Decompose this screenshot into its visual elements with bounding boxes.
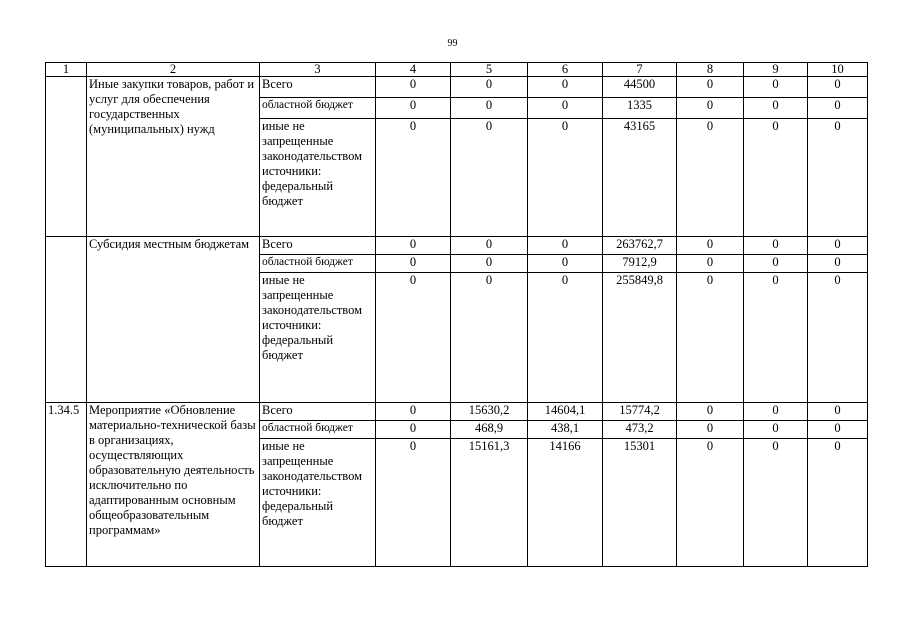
value-cell: 0	[744, 77, 808, 98]
row-code	[46, 77, 87, 237]
value-cell: 0	[744, 255, 808, 273]
column-header: 4	[376, 63, 451, 77]
value-cell: 0	[808, 119, 868, 237]
value-cell: 0	[808, 237, 868, 255]
row-name: Субсидия местным бюджетам	[87, 237, 260, 403]
value-cell: 0	[528, 98, 603, 119]
value-cell: 0	[808, 98, 868, 119]
value-cell: 0	[528, 119, 603, 237]
value-cell: 0	[528, 255, 603, 273]
value-cell: 0	[677, 403, 744, 421]
value-cell: 0	[744, 98, 808, 119]
value-cell: 15301	[603, 439, 677, 567]
value-cell: 0	[451, 119, 528, 237]
value-cell: 14604,1	[528, 403, 603, 421]
value-cell: 15630,2	[451, 403, 528, 421]
value-cell: 0	[376, 119, 451, 237]
value-cell: 0	[677, 237, 744, 255]
value-cell: 255849,8	[603, 273, 677, 403]
value-cell: 0	[376, 439, 451, 567]
funding-source: иные не запрещенные законодательством источники: федеральный бюджет	[260, 119, 376, 237]
value-cell: 0	[808, 77, 868, 98]
value-cell: 0	[677, 98, 744, 119]
value-cell: 0	[528, 273, 603, 403]
value-cell: 0	[451, 255, 528, 273]
value-cell: 438,1	[528, 421, 603, 439]
value-cell: 0	[677, 255, 744, 273]
row-name: Иные закупки товаров, работ и услуг для обеспечения государственных (муниципальных) нужд	[87, 77, 260, 237]
value-cell: 0	[677, 273, 744, 403]
value-cell: 263762,7	[603, 237, 677, 255]
value-cell: 0	[451, 237, 528, 255]
row-code	[46, 237, 87, 403]
value-cell: 0	[451, 77, 528, 98]
table-row	[46, 403, 868, 421]
value-cell: 0	[376, 255, 451, 273]
funding-source: Всего	[260, 77, 376, 98]
value-cell: 14166	[528, 439, 603, 567]
table-row	[46, 237, 868, 255]
column-header: 6	[528, 63, 603, 77]
column-header: 7	[603, 63, 677, 77]
value-cell: 0	[808, 439, 868, 567]
column-header: 2	[87, 63, 260, 77]
value-cell: 0	[677, 119, 744, 237]
column-header: 3	[260, 63, 376, 77]
row-code: 1.34.5	[46, 403, 87, 567]
value-cell: 0	[451, 98, 528, 119]
value-cell: 0	[677, 439, 744, 567]
funding-source: Всего	[260, 237, 376, 255]
row-name: Мероприятие «Обновление материально-технической базы в организациях, осуществляющих образовательную деятельность исключительно по адаптированным основным общеобразовательным программам»	[87, 403, 260, 567]
column-header: 9	[744, 63, 808, 77]
budget-table	[45, 62, 868, 567]
value-cell: 0	[376, 403, 451, 421]
value-cell: 0	[376, 421, 451, 439]
value-cell: 43165	[603, 119, 677, 237]
value-cell: 0	[376, 77, 451, 98]
page-number: 99	[447, 38, 458, 49]
value-cell: 0	[744, 119, 808, 237]
value-cell: 0	[528, 237, 603, 255]
funding-source: Всего	[260, 403, 376, 421]
funding-source: областной бюджет	[260, 421, 376, 439]
value-cell: 7912,9	[603, 255, 677, 273]
value-cell: 0	[808, 421, 868, 439]
value-cell: 0	[744, 439, 808, 567]
value-cell: 15161,3	[451, 439, 528, 567]
value-cell: 44500	[603, 77, 677, 98]
funding-source: областной бюджет	[260, 255, 376, 273]
value-cell: 0	[744, 403, 808, 421]
funding-source: иные не запрещенные законодательством источники: федеральный бюджет	[260, 439, 376, 567]
table-header-row	[46, 63, 868, 77]
value-cell: 15774,2	[603, 403, 677, 421]
value-cell: 0	[677, 77, 744, 98]
value-cell: 0	[376, 237, 451, 255]
column-header: 5	[451, 63, 528, 77]
value-cell: 468,9	[451, 421, 528, 439]
value-cell: 0	[376, 273, 451, 403]
column-header: 8	[677, 63, 744, 77]
value-cell: 0	[677, 421, 744, 439]
value-cell: 0	[808, 273, 868, 403]
column-header: 1	[46, 63, 87, 77]
value-cell: 473,2	[603, 421, 677, 439]
value-cell: 0	[376, 98, 451, 119]
column-header: 10	[808, 63, 868, 77]
value-cell: 0	[808, 403, 868, 421]
value-cell: 0	[744, 273, 808, 403]
value-cell: 0	[744, 421, 808, 439]
value-cell: 0	[451, 273, 528, 403]
value-cell: 0	[528, 77, 603, 98]
value-cell: 0	[808, 255, 868, 273]
value-cell: 0	[744, 237, 808, 255]
funding-source: областной бюджет	[260, 98, 376, 119]
funding-source: иные не запрещенные законодательством источники: федеральный бюджет	[260, 273, 376, 403]
value-cell: 1335	[603, 98, 677, 119]
table-row	[46, 77, 868, 98]
